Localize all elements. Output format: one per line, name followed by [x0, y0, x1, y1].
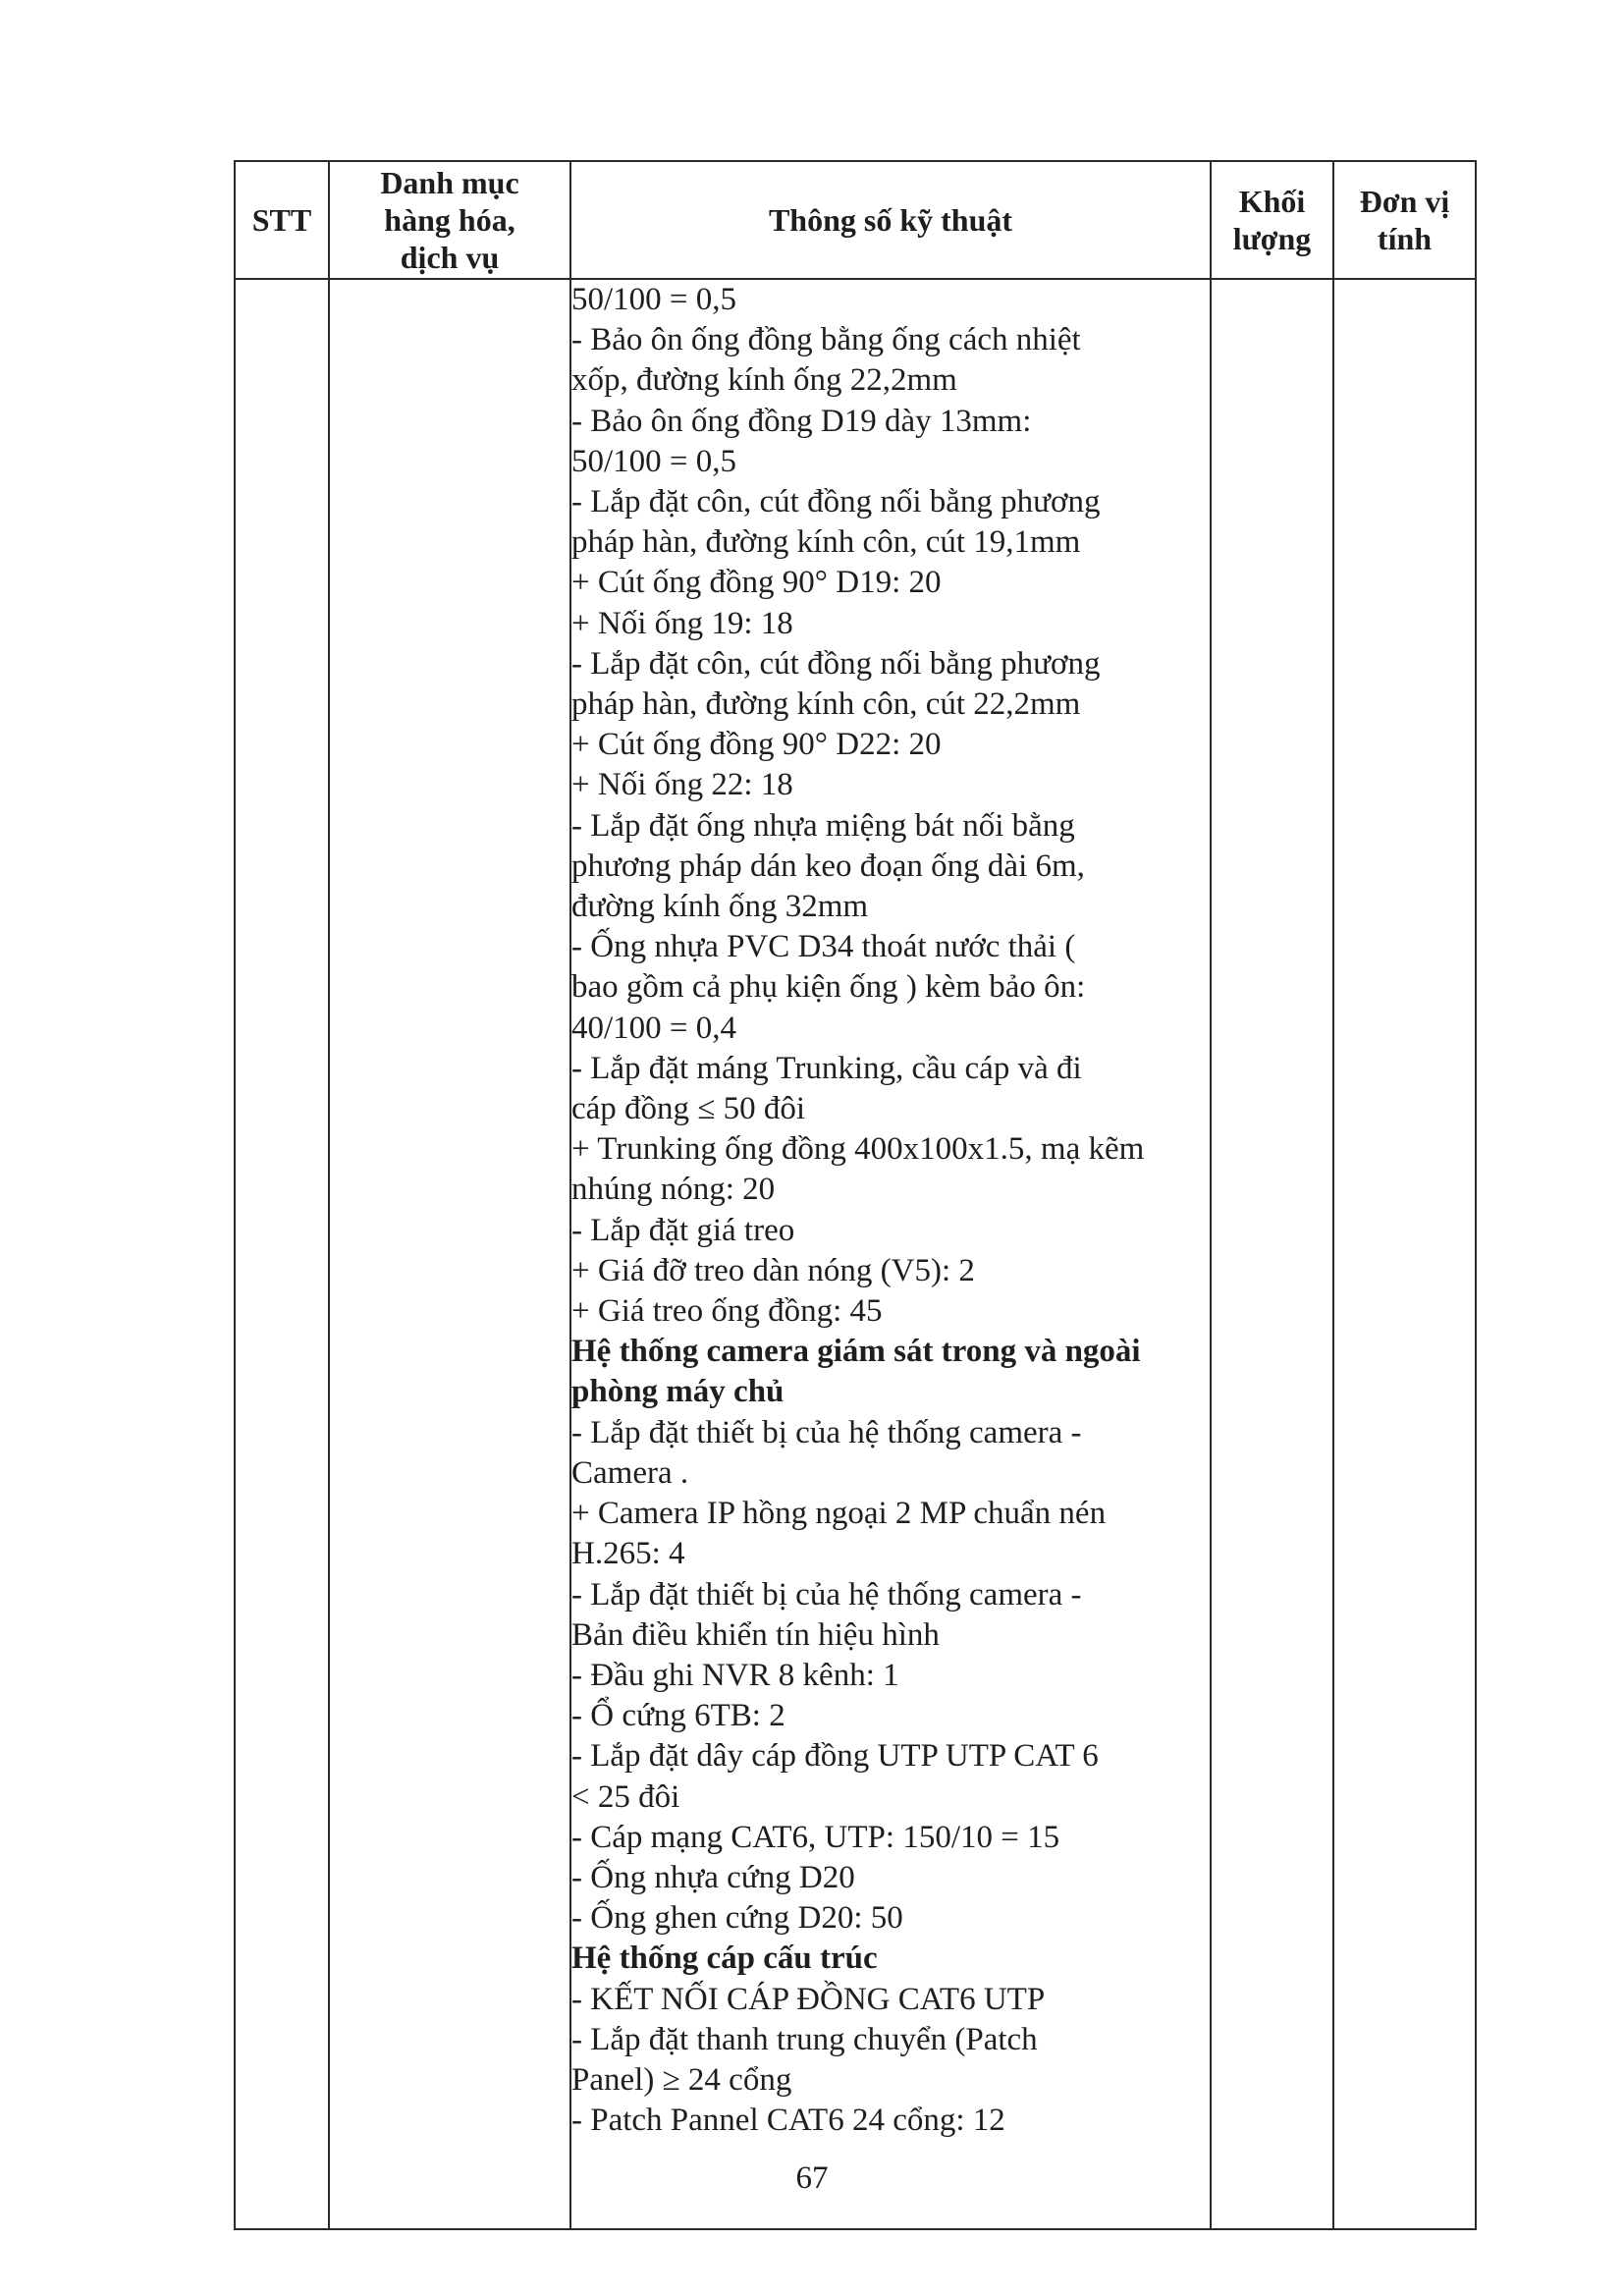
spec-line: 50/100 = 0,5 [571, 443, 737, 479]
table-header-row [235, 161, 1476, 279]
spec-line: + Camera IP hồng ngoại 2 MP chuẩn nén [571, 1496, 1107, 1532]
spec-line: < 25 đôi [571, 1778, 680, 1815]
header-unit [1333, 161, 1476, 279]
spec-line: - Ổ cứng 6TB: 2 [571, 1698, 785, 1734]
spec-line: H.265: 4 [571, 1536, 685, 1572]
spec-line: - Lắp đặt dây cáp đồng UTP UTP CAT 6 [571, 1738, 1099, 1775]
spec-line: - Lắp đặt côn, cút đồng nối bằng phương [571, 484, 1101, 520]
spec-line: - Lắp đặt thanh trung chuyển (Patch [571, 2021, 1038, 2057]
spec-line: - Ống nhựa PVC D34 thoát nước thải ( [571, 929, 1076, 965]
spec-line: + Giá đỡ treo dàn nóng (V5): 2 [571, 1252, 975, 1288]
spec-line: + Nối ống 19: 18 [571, 605, 793, 641]
spec-line: - Ống nhựa cứng D20 [571, 1859, 855, 1895]
spec-line: - KẾT NỐI CÁP ĐỒNG CAT6 UTP [571, 1981, 1046, 2017]
spec-lines [571, 280, 1210, 2141]
page-number: 67 [795, 2160, 829, 2196]
spec-line: - Lắp đặt giá treo [571, 1212, 795, 1248]
spec-line: pháp hàn, đường kính côn, cút 22,2mm [571, 686, 1081, 723]
spec-line: - Lắp đặt thiết bị của hệ thống camera - [571, 1576, 1082, 1613]
spec-line: xốp, đường kính ống 22,2mm [571, 362, 957, 399]
section-heading: Hệ thống cáp cấu trúc [571, 1941, 878, 1977]
header-item-line-3: dịch vụ [400, 240, 500, 275]
spec-line: nhúng nóng: 20 [571, 1172, 776, 1208]
spec-line: + Cút ống đồng 90° D19: 20 [571, 565, 942, 601]
header-unit-line-1: Đơn vị [1359, 184, 1450, 219]
header-quantity-line-1: Khối [1238, 184, 1306, 219]
spec-cell [570, 279, 1211, 2229]
header-quantity [1211, 161, 1333, 279]
spec-line: - Patch Pannel CAT6 24 cổng: 12 [571, 2103, 1005, 2139]
spec-line: - Cáp mạng CAT6, UTP: 150/10 = 15 [571, 1819, 1060, 1855]
section-heading: phòng máy chủ [571, 1374, 785, 1410]
header-unit-line-2: tính [1377, 221, 1433, 256]
spec-line: + Cút ống đồng 90° D22: 20 [571, 727, 942, 763]
spec-line: - Ống ghen cứng D20: 50 [571, 1900, 903, 1937]
spec-line: bao gồm cả phụ kiện ống ) kèm bảo ôn: [571, 969, 1086, 1006]
spec-line: + Giá treo ống đồng: 45 [571, 1293, 883, 1330]
spec-line: cáp đồng ≤ 50 đôi [571, 1091, 806, 1127]
spec-line: - Đầu ghi NVR 8 kênh: 1 [571, 1657, 899, 1693]
header-stt: STT [235, 161, 329, 279]
spec-line: phương pháp dán keo đoạn ống dài 6m, [571, 847, 1085, 884]
spec-line: Panel) ≥ 24 cổng [571, 2061, 792, 2098]
table-row [235, 279, 1476, 2229]
spec-line: - Lắp đặt côn, cút đồng nối bằng phương [571, 645, 1101, 682]
header-item [329, 161, 570, 279]
spec-line: + Nối ống 22: 18 [571, 767, 793, 803]
header-spec: Thông số kỹ thuật [570, 161, 1211, 279]
header-item-line-1: Danh mục [380, 165, 519, 200]
spec-line: 50/100 = 0,5 [571, 282, 737, 317]
spec-line: 40/100 = 0,4 [571, 1010, 737, 1046]
spec-line: + Trunking ống đồng 400x100x1.5, mạ kẽm [571, 1131, 1145, 1168]
spec-line: - Lắp đặt thiết bị của hệ thống camera - [571, 1414, 1082, 1450]
section-heading: Hệ thống camera giám sát trong và ngoài [571, 1334, 1141, 1370]
unit-cell [1333, 279, 1476, 2229]
specification-table [234, 160, 1477, 2230]
spec-line: Camera . [571, 1454, 689, 1491]
header-quantity-line-2: lượng [1232, 221, 1312, 256]
spec-line: - Lắp đặt máng Trunking, cầu cáp và đi [571, 1050, 1082, 1086]
quantity-cell [1211, 279, 1333, 2229]
spec-line: - Lắp đặt ống nhựa miệng bát nối bằng [571, 807, 1075, 844]
item-cell [329, 279, 570, 2229]
spec-line: đường kính ống 32mm [571, 889, 869, 925]
spec-line: - Bảo ôn ống đồng D19 dày 13mm: [571, 403, 1032, 439]
header-item-line-2: hàng hóa, [384, 202, 515, 238]
spec-line: - Bảo ôn ống đồng bằng ống cách nhiệt [571, 322, 1081, 358]
stt-cell [235, 279, 329, 2229]
spec-line: pháp hàn, đường kính côn, cút 19,1mm [571, 524, 1081, 561]
spec-line: Bản điều khiển tín hiệu hình [571, 1616, 940, 1653]
